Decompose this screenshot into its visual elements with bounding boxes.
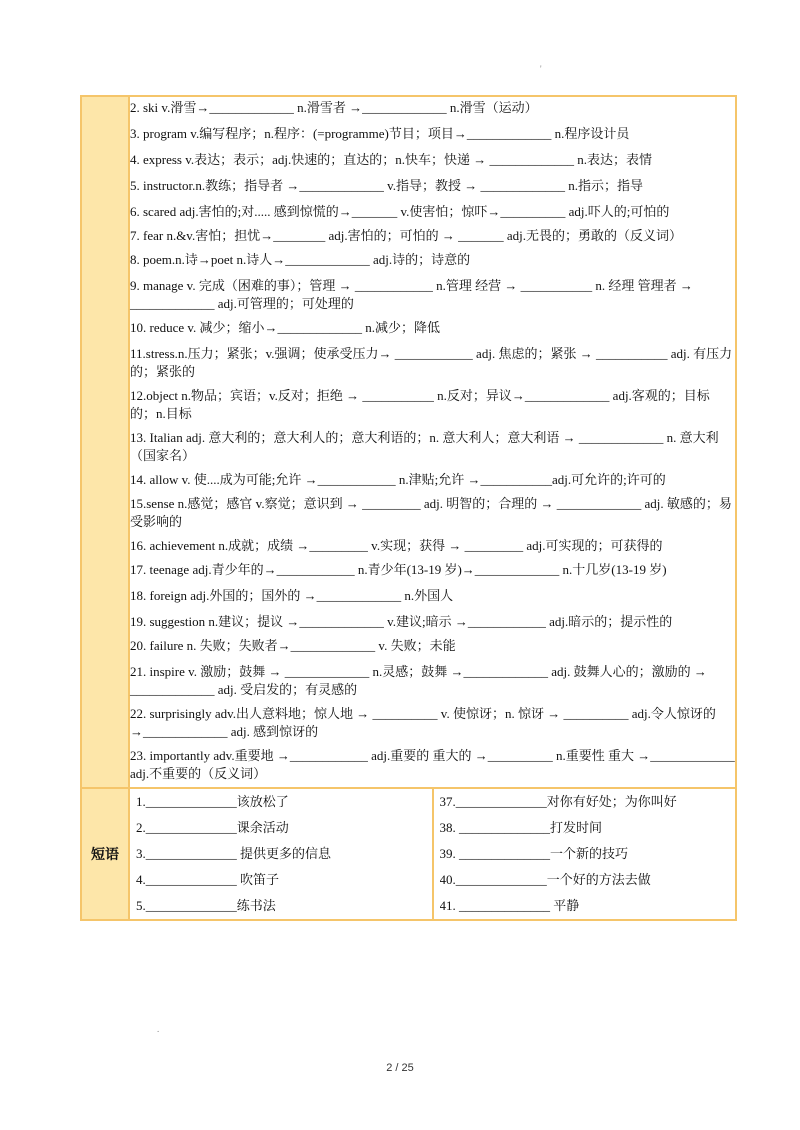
vocab-item: 10. reduce v. 减少；缩小→_____________ n.减少；降低	[130, 320, 441, 335]
phrase-item: 1.______________该放松了	[136, 794, 289, 809]
page-number: 2 / 25	[386, 1062, 414, 1074]
vocab-item: 9. manage v. 完成（困难的事）；管理 → ____________ n.管理 经营 → ___________ n. 经理 管理者 → _____________ adj.可管理的；可处理的	[130, 278, 693, 311]
vocab-item: 22. surprisingly adv.出人意料地；惊人地 → __________ v. 使惊讶；n. 惊讶 → __________ adj.令人惊讶的 →_____________ adj. 感到惊讶的	[130, 706, 716, 739]
vocab-item: 13. Italian adj. 意大利的；意大利人的；意大利语的；n. 意大利人；意大利语 → _____________ n. 意大利（国家名）	[130, 430, 719, 463]
phrase-item: 38. ______________打发时间	[439, 820, 603, 835]
phrase-item: 2.______________课余活动	[136, 820, 289, 835]
phrase-label-cell: 短语	[81, 788, 129, 920]
phrase-item: 4.______________ 吹笛子	[136, 872, 280, 887]
phrase-row-group	[81, 788, 736, 920]
phrase-item: 37.______________对你有好处；为你叫好	[439, 794, 677, 809]
vocab-row	[81, 96, 736, 788]
vocab-item: 5. instructor.n.教练；指导者 →_____________ v.指导；教授 → _____________ n.指示；指导	[130, 178, 644, 193]
vocab-table	[80, 95, 737, 921]
phrase-item: 5.______________练书法	[136, 898, 276, 913]
vocab-item: 4. express v.表达；表示；adj.快速的；直达的；n.快车；快递 → _____________ n.表达；表情	[130, 152, 653, 167]
vocab-item: 12.object n.物品；宾语；v.反对；拒绝 → ___________ n.反对；异议→_____________ adj.客观的；目标的；n.目标	[130, 388, 710, 421]
vocab-item: 3. program v.编写程序；n.程序：(=programme)节目；项目→_____________ n.程序设计员	[130, 126, 630, 141]
phrase-left-cell	[129, 788, 433, 920]
vocab-item: 8. poem.n.诗→poet n.诗人→_____________ adj.诗的；诗意的	[130, 252, 471, 267]
vocab-item: 19. suggestion n.建议；提议 →_____________ v.建议;暗示 →____________ adj.暗示的；提示性的	[130, 614, 673, 629]
vocab-item: 18. foreign adj.外国的；国外的 →_____________ n.外国人	[130, 588, 454, 603]
footer-mark: .	[157, 1024, 160, 1034]
vocab-item: 21. inspire v. 激励；鼓舞 → _____________ n.灵感；鼓舞 →_____________ adj. 鼓舞人心的；激励的 → _____________ adj. 受启发的；有灵感的	[130, 664, 707, 697]
phrase-item: 41. ______________ 平静	[439, 898, 580, 913]
phrase-item: 40.______________一个好的方法去做	[439, 872, 651, 887]
header-mark: '	[540, 64, 542, 74]
vocab-item: 6. scared adj.害怕的;对..... 感到惊慌的→_______ v.使害怕；惊吓→__________ adj.吓人的;可怕的	[130, 204, 670, 219]
vocab-item: 15.sense n.感觉；感官 v.察觉；意识到 → _________ adj. 明智的；合理的 → _____________ adj. 敏感的；易受影响的	[130, 496, 732, 529]
vocab-item: 11.stress.n.压力；紧张；v.强调；使承受压力→ ____________ adj. 焦虑的；紧张 → ___________ adj. 有压力的；紧张的	[130, 346, 733, 379]
vocab-item: 2. ski v.滑雪→_____________ n.滑雪者 →_____________ n.滑雪（运动）	[130, 100, 538, 115]
vocab-item: 17. teenage adj.青少年的→____________ n.青少年(13-19 岁)→_____________ n.十几岁(13-19 岁)	[130, 562, 667, 577]
phrase-item: 39. ______________一个新的技巧	[439, 846, 629, 861]
vocab-item: 20. failure n. 失败；失败者→_____________ v. 失败；未能	[130, 638, 456, 653]
vocab-label-cell	[81, 96, 129, 788]
vocab-item: 23. importantly adv.重要地 →____________ adj.重要的 重大的 →__________ n.重要性 重大 →_____________ adj.不重要的（反义词）	[130, 748, 735, 781]
vocab-item: 16. achievement n.成就；成绩 →_________ v.实现；获得 → _________ adj.可实现的；可获得的	[130, 538, 663, 553]
phrase-right-cell	[433, 788, 737, 920]
phrase-item: 3.______________ 提供更多的信息	[136, 846, 332, 861]
vocab-cell	[129, 96, 736, 788]
vocab-item: 7. fear n.&v.害怕；担忧→________ adj.害怕的；可怕的 → _______ adj.无畏的；勇敢的（反义词）	[130, 228, 682, 243]
vocab-item: 14. allow v. 使....成为可能;允许 →____________ n.津贴;允许 →___________adj.可允许的;许可的	[130, 472, 666, 487]
